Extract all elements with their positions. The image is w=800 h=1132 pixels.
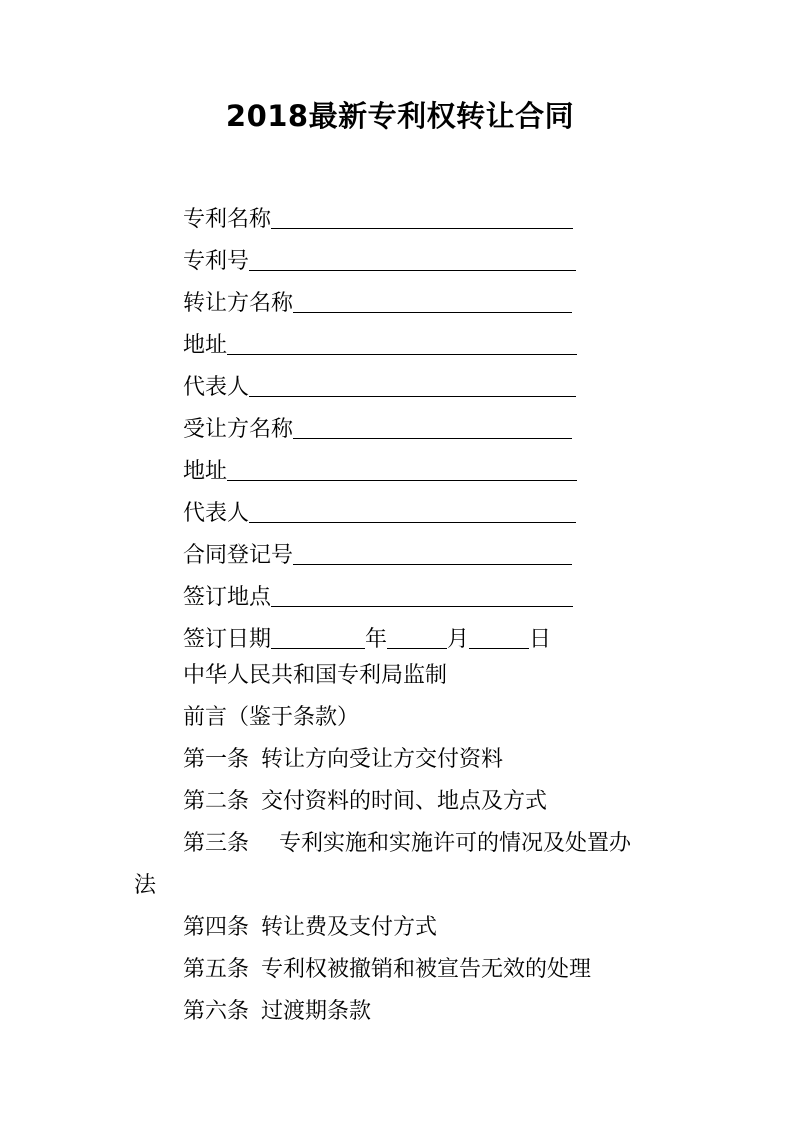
year-fill-line[interactable] [271,647,365,649]
article-6 [183,997,371,1027]
article-number: 第二条 [183,789,250,814]
document-title: 2018最新专利权转让合同 [225,99,575,133]
article-title: 交付资料的时间、地点及方式 [261,789,548,814]
field-label: 转让方名称 [183,291,294,316]
article-title: 转让方向受让方交付资料 [261,747,504,772]
article-title: 专利实施和实施许可的情况及处置办 [279,831,632,856]
field-label: 签订地点 [183,585,272,610]
field-transferee-representative [183,491,603,533]
article-3 [183,829,631,859]
field-transferor-name [183,281,603,323]
field-patent-name [183,197,603,239]
article-4 [183,913,437,943]
field-label: 合同登记号 [183,543,294,568]
field-label: 代表人 [183,501,250,526]
fill-line[interactable] [249,521,576,523]
fill-line[interactable] [249,395,576,397]
supervisor-line: 中华人民共和国专利局监制 [183,663,448,688]
article-title: 专利权被撤销和被宣告无效的处理 [261,957,592,982]
article-title: 转让费及支付方式 [261,915,438,940]
article-3-continued: 法 [134,873,157,898]
article-number: 第四条 [183,915,250,940]
fill-line[interactable] [271,227,573,229]
article-2 [183,787,547,817]
field-transferee-name [183,407,603,449]
month-fill-line[interactable] [387,647,447,649]
article-number: 第一条 [183,747,250,772]
field-label: 地址 [183,459,228,484]
fill-line[interactable] [249,269,576,271]
article-number: 第三条 [183,831,250,856]
fill-line[interactable] [227,479,577,481]
fill-line[interactable] [227,353,577,355]
field-label: 地址 [183,333,228,358]
article-title: 过渡期条款 [261,999,372,1024]
fill-line[interactable] [293,437,572,439]
day-fill-line[interactable] [469,647,529,649]
article-5 [183,955,591,985]
field-signing-date [183,617,603,659]
year-unit: 年 [365,627,388,652]
field-transferor-representative [183,365,603,407]
article-number: 第五条 [183,957,250,982]
field-contract-registration-number [183,533,603,575]
fill-line[interactable] [293,311,572,313]
field-label: 签订日期 [183,627,272,652]
field-patent-number [183,239,603,281]
fill-line[interactable] [293,563,572,565]
contract-fields [183,197,603,659]
article-1 [183,745,503,775]
field-label: 专利号 [183,249,250,274]
field-signing-place [183,575,603,617]
field-label: 受让方名称 [183,417,294,442]
month-unit: 月 [447,627,470,652]
preface-line: 前言（鉴于条款） [183,705,360,730]
field-label: 代表人 [183,375,250,400]
field-transferor-address [183,323,603,365]
field-transferee-address [183,449,603,491]
fill-line[interactable] [271,605,573,607]
article-number: 第六条 [183,999,250,1024]
day-unit: 日 [529,627,552,652]
field-label: 专利名称 [183,207,272,232]
